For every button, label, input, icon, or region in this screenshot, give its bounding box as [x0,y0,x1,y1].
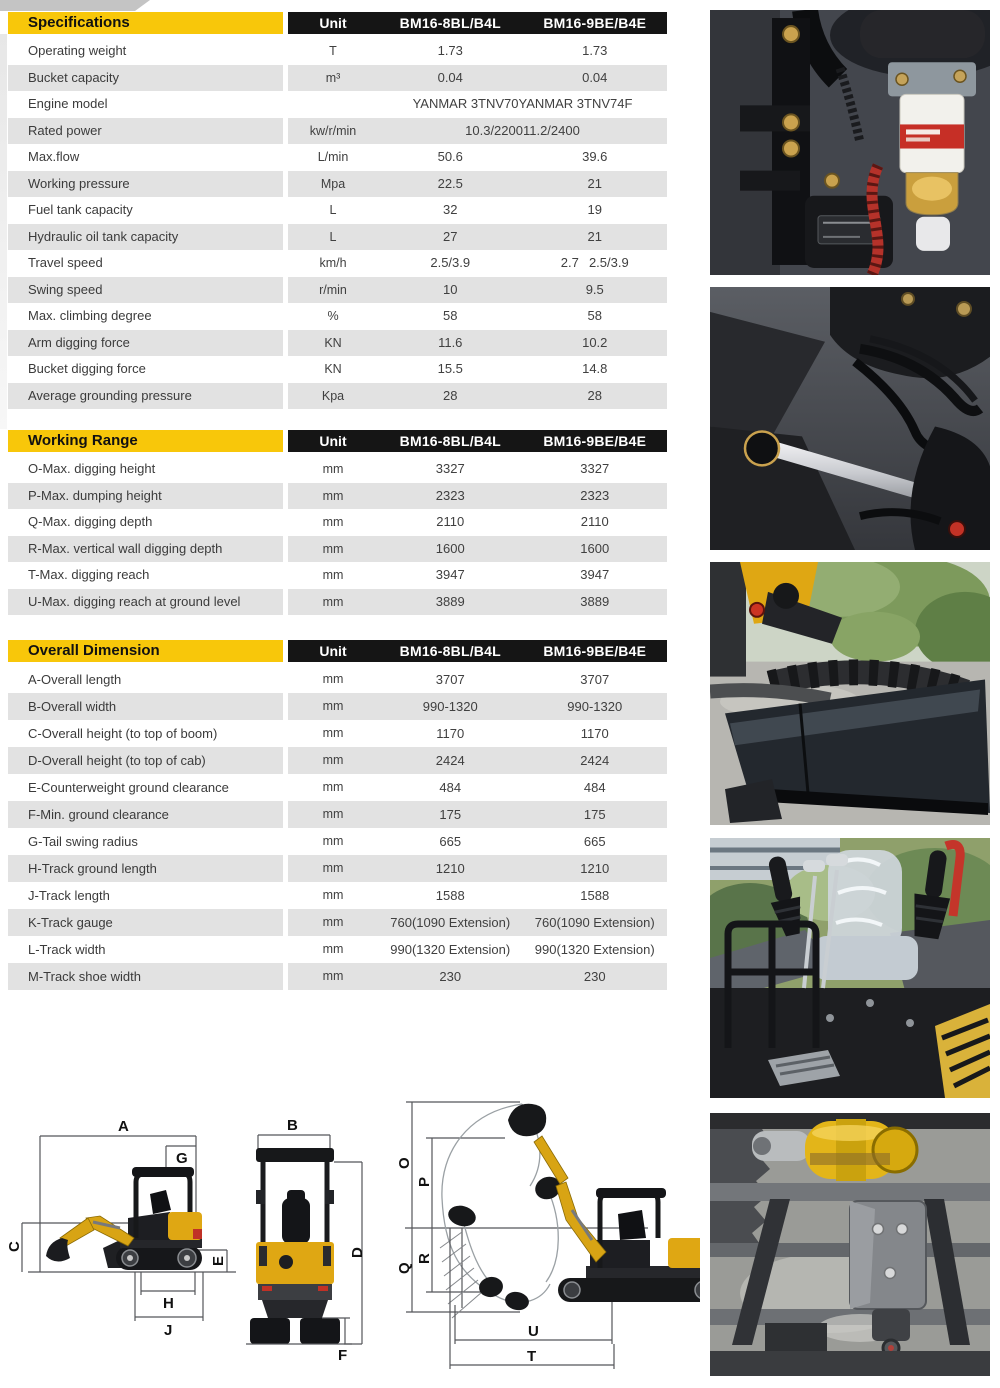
swing-cylinder-photo [710,287,990,550]
row-label: F-Min. ground clearance [8,801,283,828]
specifications-table [8,12,667,409]
row-values [288,855,667,882]
dim-label-A: A [118,1118,129,1135]
table-row [8,144,667,171]
table-row [8,936,667,963]
table-row [8,666,667,693]
value-cell: 15.5 [437,361,463,376]
unit-cell: mm [322,568,344,582]
table-row [8,91,667,118]
table-row [8,855,667,882]
value-cell: 11.6 [438,334,463,350]
table-row [8,509,667,536]
unit-cell: mm [322,672,344,686]
table-row [8,456,667,483]
dim-label-E: E [210,1255,227,1266]
table-row [8,963,667,990]
value-cell: 3707 [435,672,465,687]
row-label: Arm digging force [8,330,283,357]
value-cell: 1600 [580,540,610,556]
dimension-diagrams-svg [0,1090,700,1388]
value-cell: 27 [443,228,458,244]
row-label: G-Tail swing radius [28,834,138,849]
table-row [8,383,667,410]
row-values [288,171,667,198]
unit-cell: km/h [319,256,347,270]
value-cell: 1600 [435,540,465,556]
table-row [8,38,667,65]
value-cell: 2110 [580,514,609,529]
operator-station-art [710,838,990,1098]
operator-station-photo [710,838,990,1098]
row-values [288,509,667,536]
value-cell: 3327 [580,461,610,476]
row-label: L-Track width [28,942,106,957]
side-view-diagram [6,1118,236,1339]
value-cell: 990(1320 Extension) [390,942,511,957]
table-header [8,430,667,452]
row-label: K-Track gauge [8,909,283,936]
row-label: O-Max. digging height [28,461,156,476]
dim-label-G: G [176,1150,188,1167]
row-label: Operating weight [28,43,127,58]
value-cell: 0.04 [437,69,463,85]
value-cell: 32 [443,202,458,217]
value-cell: 22.5 [437,175,463,191]
value-cell: 760(1090 Extension) [390,915,511,930]
unit-cell: r/min [319,282,347,297]
merged-value-cell: YANMAR 3TNV70YANMAR 3TNV74F [412,96,633,111]
row-values [288,720,667,747]
row-label: Average grounding pressure [8,383,283,410]
rear-view-diagram [246,1117,366,1364]
row-label: A-Overall length [28,672,122,687]
dim-label-Q: Q [396,1262,413,1274]
row-values [288,963,667,990]
unit-cell: mm [322,488,344,503]
value-cell: 28 [443,387,458,403]
table-row [8,65,667,92]
unit-cell: mm [322,807,344,821]
value-cell: 2.7 2.5/3.9 [560,255,629,270]
engine-compartment-photo [710,10,990,275]
table-header [8,640,667,662]
dim-label-T: T [527,1348,537,1365]
table-row [8,562,667,589]
unit-cell: % [327,309,339,323]
unit-cell: L/min [317,150,349,164]
row-values [288,483,667,510]
row-values [288,536,667,563]
row-label: H-Track ground length [8,855,283,882]
col-header-model-1: BM16-8BL/B4L [399,15,501,31]
value-cell: 1.73 [582,43,608,58]
value-cell: 760(1090 Extension) [534,915,655,930]
row-values [288,65,667,92]
col-header-model-2: BM16-9BE/B4E [543,433,647,449]
unit-cell: KN [324,335,342,350]
table-row [8,356,667,383]
unit-cell: mm [322,515,344,529]
dim-label-J: J [164,1322,173,1339]
table-row [8,909,667,936]
row-label: Travel speed [28,255,103,270]
row-values [288,250,667,277]
unit-cell: mm [322,462,344,476]
value-cell: 990-1320 [422,699,478,714]
value-cell: 230 [583,969,606,984]
unit-cell: mm [322,861,344,875]
undercarriage-art [710,1113,990,1376]
value-cell: 2.5/3.9 [430,255,471,270]
row-values [288,589,667,616]
value-cell: 9.5 [585,281,604,297]
row-values [288,118,667,145]
value-cell: 19 [587,202,602,217]
swing-cylinder-art [710,287,990,550]
table-row [8,197,667,224]
table-row [8,303,667,330]
working-range-diagram [396,1102,700,1369]
row-label: Bucket digging force [28,361,146,376]
row-label: R-Max. vertical wall digging depth [8,536,283,563]
value-cell: 21 [587,175,602,191]
row-values [288,144,667,171]
value-cell: 10 [443,281,458,297]
row-values [288,909,667,936]
table-row [8,589,667,616]
table-row [8,171,667,198]
top-corner-decoration [0,0,150,11]
table-row [8,693,667,720]
table-body [8,456,667,615]
value-cell: 50.6 [437,149,463,164]
value-cell: 1588 [580,888,610,903]
col-header-model-2: BM16-9BE/B4E [543,643,647,659]
unit-cell: mm [322,888,344,902]
row-values [288,666,667,693]
dim-label-R: R [416,1253,433,1264]
row-label: Engine model [28,96,108,111]
value-cell: 1170 [580,726,609,741]
value-cell: 665 [439,834,462,849]
table-row [8,330,667,357]
value-cell: 484 [583,780,606,795]
value-cell: 3889 [435,593,465,609]
table-row [8,747,667,774]
value-cell: 0.04 [582,69,608,85]
value-cell: 990-1320 [567,699,623,714]
value-cell: 1170 [436,726,465,741]
dim-label-C: C [6,1241,23,1252]
value-cell: 230 [439,969,462,984]
dim-label-H: H [163,1295,174,1312]
unit-cell: KN [324,362,342,376]
table-row [8,250,667,277]
table-row [8,882,667,909]
unit-cell: mm [322,834,344,848]
table-title-working-range: Working Range [8,430,283,452]
value-cell: 175 [583,807,606,822]
overall-dimension-table [8,640,667,990]
row-values [288,801,667,828]
unit-cell: mm [322,541,344,556]
value-cell: 10.2 [582,334,608,350]
hatch-wall [440,1232,482,1318]
row-label: J-Track length [28,888,110,903]
value-cell: 28 [587,387,602,403]
row-values [288,38,667,65]
row-label: E-Counterweight ground clearance [28,780,229,795]
unit-cell: mm [322,699,344,713]
unit-cell: mm [322,594,344,609]
table-title-specifications: Specifications [8,12,283,34]
value-cell: 1210 [580,861,610,876]
row-values [288,747,667,774]
dim-label-U: U [528,1323,539,1340]
row-values [288,330,667,357]
value-cell: 3947 [435,567,465,582]
value-cell: 2424 [580,753,610,768]
row-label: Bucket capacity [8,65,283,92]
dim-label-O: O [396,1157,413,1169]
row-label: Fuel tank capacity [28,202,133,217]
row-label: B-Overall width [8,693,283,720]
unit-cell: m³ [325,70,341,85]
row-values [288,936,667,963]
row-values [288,303,667,330]
row-values [288,277,667,304]
row-values [288,693,667,720]
table-row [8,224,667,251]
table-row [8,118,667,145]
working-range-table [8,430,667,615]
row-values [288,562,667,589]
unit-cell: mm [322,780,344,794]
value-cell: 21 [587,228,602,244]
unit-cell: mm [322,915,344,929]
row-label: Max.flow [28,149,80,164]
value-cell: 3707 [580,672,610,687]
table-row [8,828,667,855]
col-header-model-1: BM16-8BL/B4L [399,433,501,449]
value-cell: 1.73 [437,43,463,58]
value-cell: 2424 [435,753,465,768]
dimension-diagrams [0,1090,700,1388]
table-row [8,277,667,304]
dim-label-F: F [338,1347,348,1364]
value-cell: 58 [587,308,602,323]
unit-cell: mm [322,969,344,983]
value-cell: 58 [443,308,458,323]
row-values [288,456,667,483]
row-label: Q-Max. digging depth [28,514,153,529]
row-values [288,383,667,410]
row-label: T-Max. digging reach [28,567,150,582]
table-column-headers [288,430,667,452]
table-row [8,801,667,828]
value-cell: 2323 [435,487,465,503]
value-cell: 1588 [435,888,465,903]
row-values [288,882,667,909]
unit-cell: L [329,229,337,244]
excavator-working-range [534,1136,700,1302]
value-cell: 3889 [580,593,610,609]
left-edge-decoration [0,34,7,429]
value-cell: 14.8 [582,361,608,376]
row-values [288,197,667,224]
merged-value-cell: 10.3/220011.2/2400 [465,122,580,138]
row-label: D-Overall height (to top of cab) [8,747,283,774]
row-label: C-Overall height (to top of boom) [28,726,218,741]
value-cell: 990(1320 Extension) [534,942,655,957]
table-column-headers [288,12,667,34]
unit-cell: kw/r/min [309,123,357,138]
col-header-model-2: BM16-9BE/B4E [543,15,647,31]
value-cell: 1210 [435,861,465,876]
col-header-unit: Unit [319,433,347,449]
col-header-unit: Unit [319,643,347,659]
row-values [288,224,667,251]
value-cell: 484 [439,780,462,795]
row-label: Hydraulic oil tank capacity [8,224,283,251]
row-values [288,774,667,801]
engine-compartment-art [710,10,990,275]
col-header-unit: Unit [319,15,347,31]
row-values [288,91,667,118]
value-cell: 3947 [580,567,610,582]
table-row [8,774,667,801]
row-label: Max. climbing degree [28,308,152,323]
unit-cell: Kpa [321,388,345,403]
table-header [8,12,667,34]
unit-cell: L [329,203,337,217]
table-row [8,483,667,510]
row-label: Working pressure [8,171,283,198]
excavator-rear-view [250,1148,340,1344]
row-label: M-Track shoe width [8,963,283,990]
unit-cell: T [329,44,337,58]
value-cell: 175 [439,807,462,822]
table-column-headers [288,640,667,662]
table-row [8,536,667,563]
dozer-blade-art [710,562,990,825]
undercarriage-photo [710,1113,990,1376]
value-cell: 2110 [436,514,465,529]
unit-cell [288,91,378,118]
dim-label-P: P [416,1176,433,1187]
table-body [8,38,667,409]
table-title-overall-dimension: Overall Dimension [8,640,283,662]
col-header-model-1: BM16-8BL/B4L [399,643,501,659]
value-cell: 39.6 [582,149,608,164]
dim-label-B: B [287,1117,298,1134]
unit-cell: mm [322,726,344,740]
dozer-blade-photo [710,562,990,825]
table-body [8,666,667,990]
unit-cell: mm [322,942,344,956]
row-label: P-Max. dumping height [8,483,283,510]
excavator-side-view [46,1167,202,1270]
value-cell: 665 [583,834,606,849]
value-cell: 3327 [435,461,465,476]
unit-cell: mm [322,753,344,767]
row-label: Rated power [8,118,283,145]
dim-label-D: D [349,1247,366,1258]
row-label: Swing speed [8,277,283,304]
row-values [288,828,667,855]
row-values [288,356,667,383]
row-label: U-Max. digging reach at ground level [8,589,283,616]
unit-cell: Mpa [320,176,346,191]
value-cell: 2323 [580,487,610,503]
table-row [8,720,667,747]
